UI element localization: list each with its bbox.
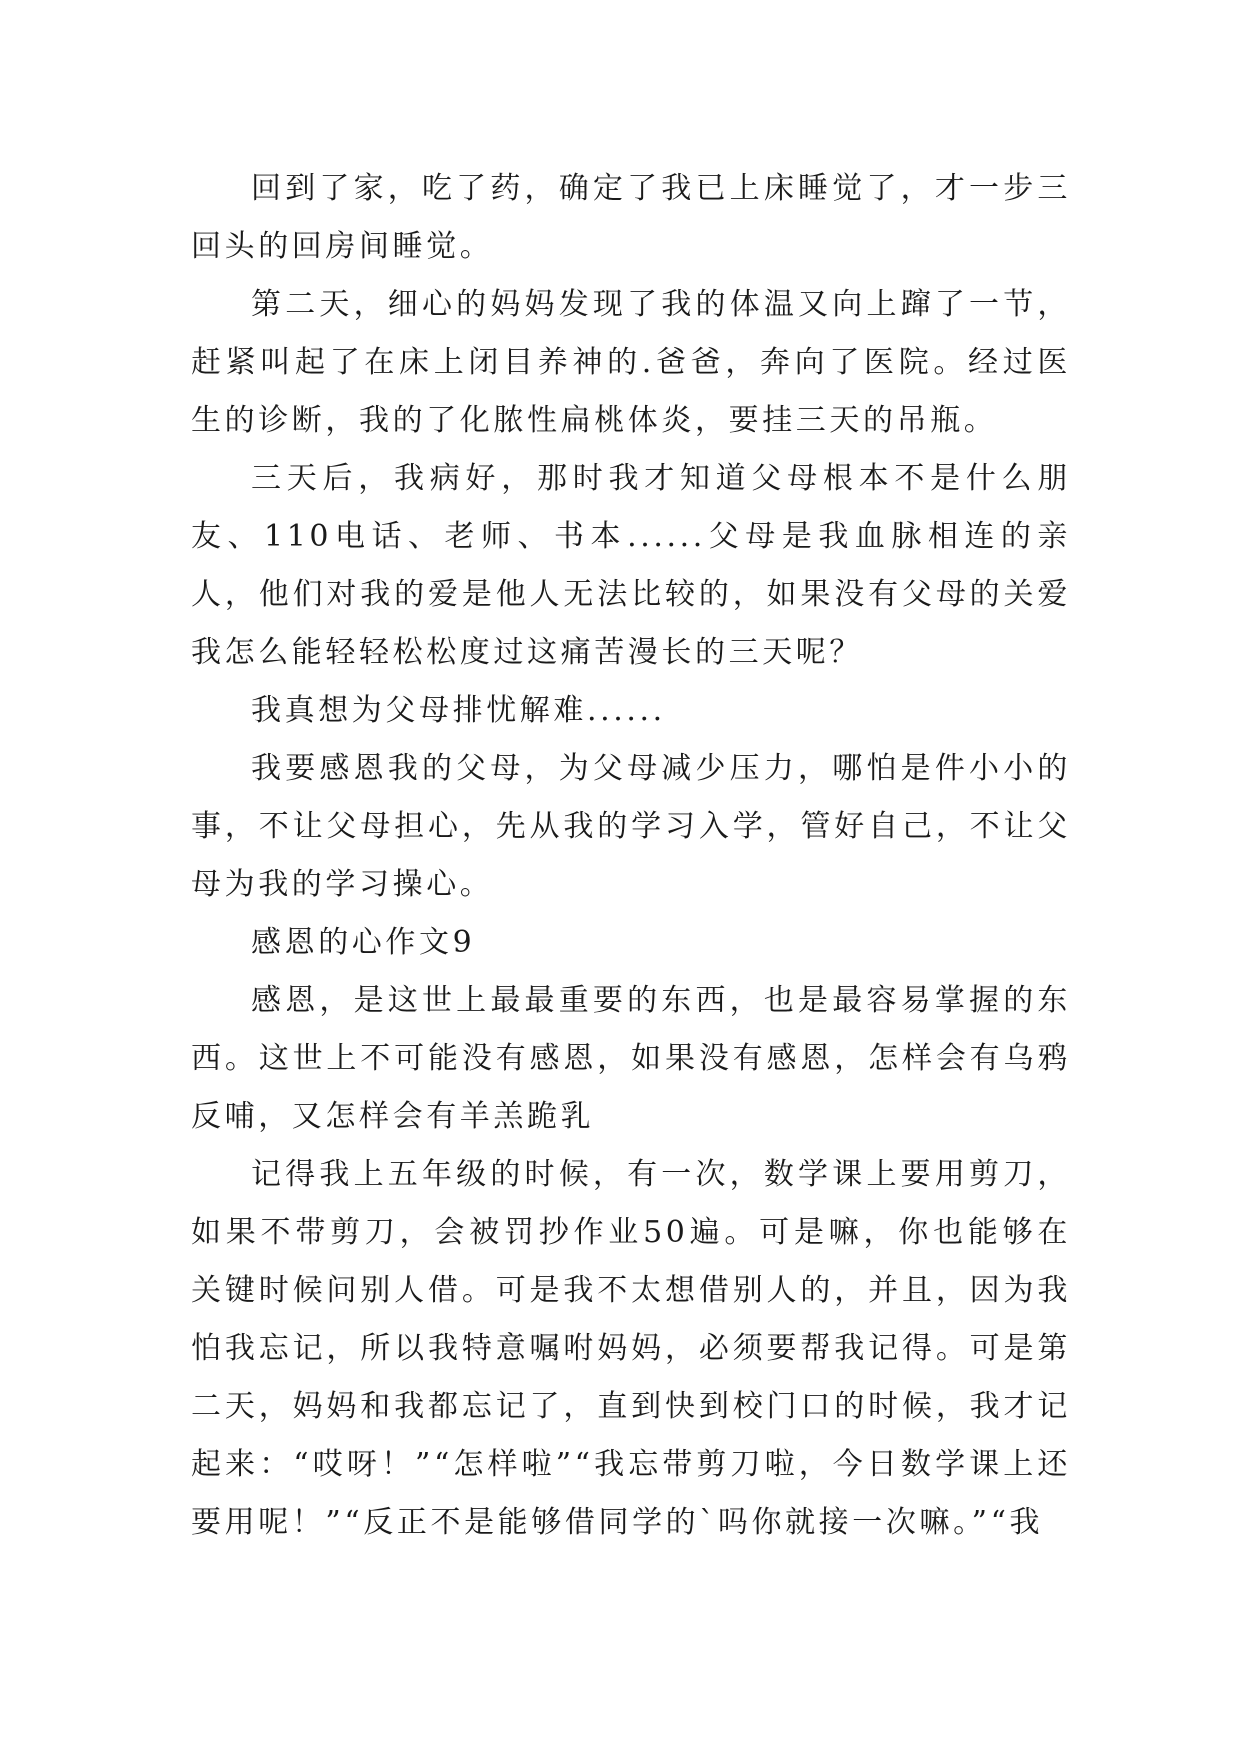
paragraph-4: 我真想为父母排忧解难...... xyxy=(251,693,666,728)
paragraph-3: 三天后，我病好，那时我才知道父母根本不是什么朋友、110电话、老师、书本......父母是我血脉相连的亲人，他们对我的爱是他人无法比较的，如果没有父母的关爱我怎么能轻轻松松度过这痛苦漫长的三天呢？ xyxy=(191,461,1071,670)
document-body xyxy=(191,160,1071,1552)
section-heading: 感恩的心作文9 xyxy=(251,925,476,960)
paragraph-6: 感恩，是这世上最最重要的东西，也是最容易掌握的东西。这世上不可能没有感恩，如果没有感恩，怎样会有乌鸦反哺，又怎样会有羊羔跪乳 xyxy=(191,983,1071,1134)
paragraph-7: 记得我上五年级的时候，有一次，数学课上要用剪刀，如果不带剪刀，会被罚抄作业50遍。可是嘛，你也能够在关键时候问别人借。可是我不太想借别人的，并且，因为我怕我忘记，所以我特意嘱咐妈妈，必须要帮我记得。可是第二天，妈妈和我都忘记了，直到快到校门口的时候，我才记起来：“哎呀！”“怎样啦”“我忘带剪刀啦，今日数学课上还要用呢！”“反正不是能够借同学的`吗你就接一次嘛。”“我 xyxy=(191,1157,1071,1540)
paragraph-1: 回到了家，吃了药，确定了我已上床睡觉了，才一步三回头的回房间睡觉。 xyxy=(191,171,1071,264)
paragraph-5: 我要感恩我的父母，为父母减少压力，哪怕是件小小的事，不让父母担心，先从我的学习入学，管好自己，不让父母为我的学习操心。 xyxy=(191,751,1071,902)
paragraph-2: 第二天，细心的妈妈发现了我的体温又向上蹿了一节，赶紧叫起了在床上闭目养神的.爸爸，奔向了医院。经过医生的诊断，我的了化脓性扁桃体炎，要挂三天的吊瓶。 xyxy=(191,287,1071,438)
